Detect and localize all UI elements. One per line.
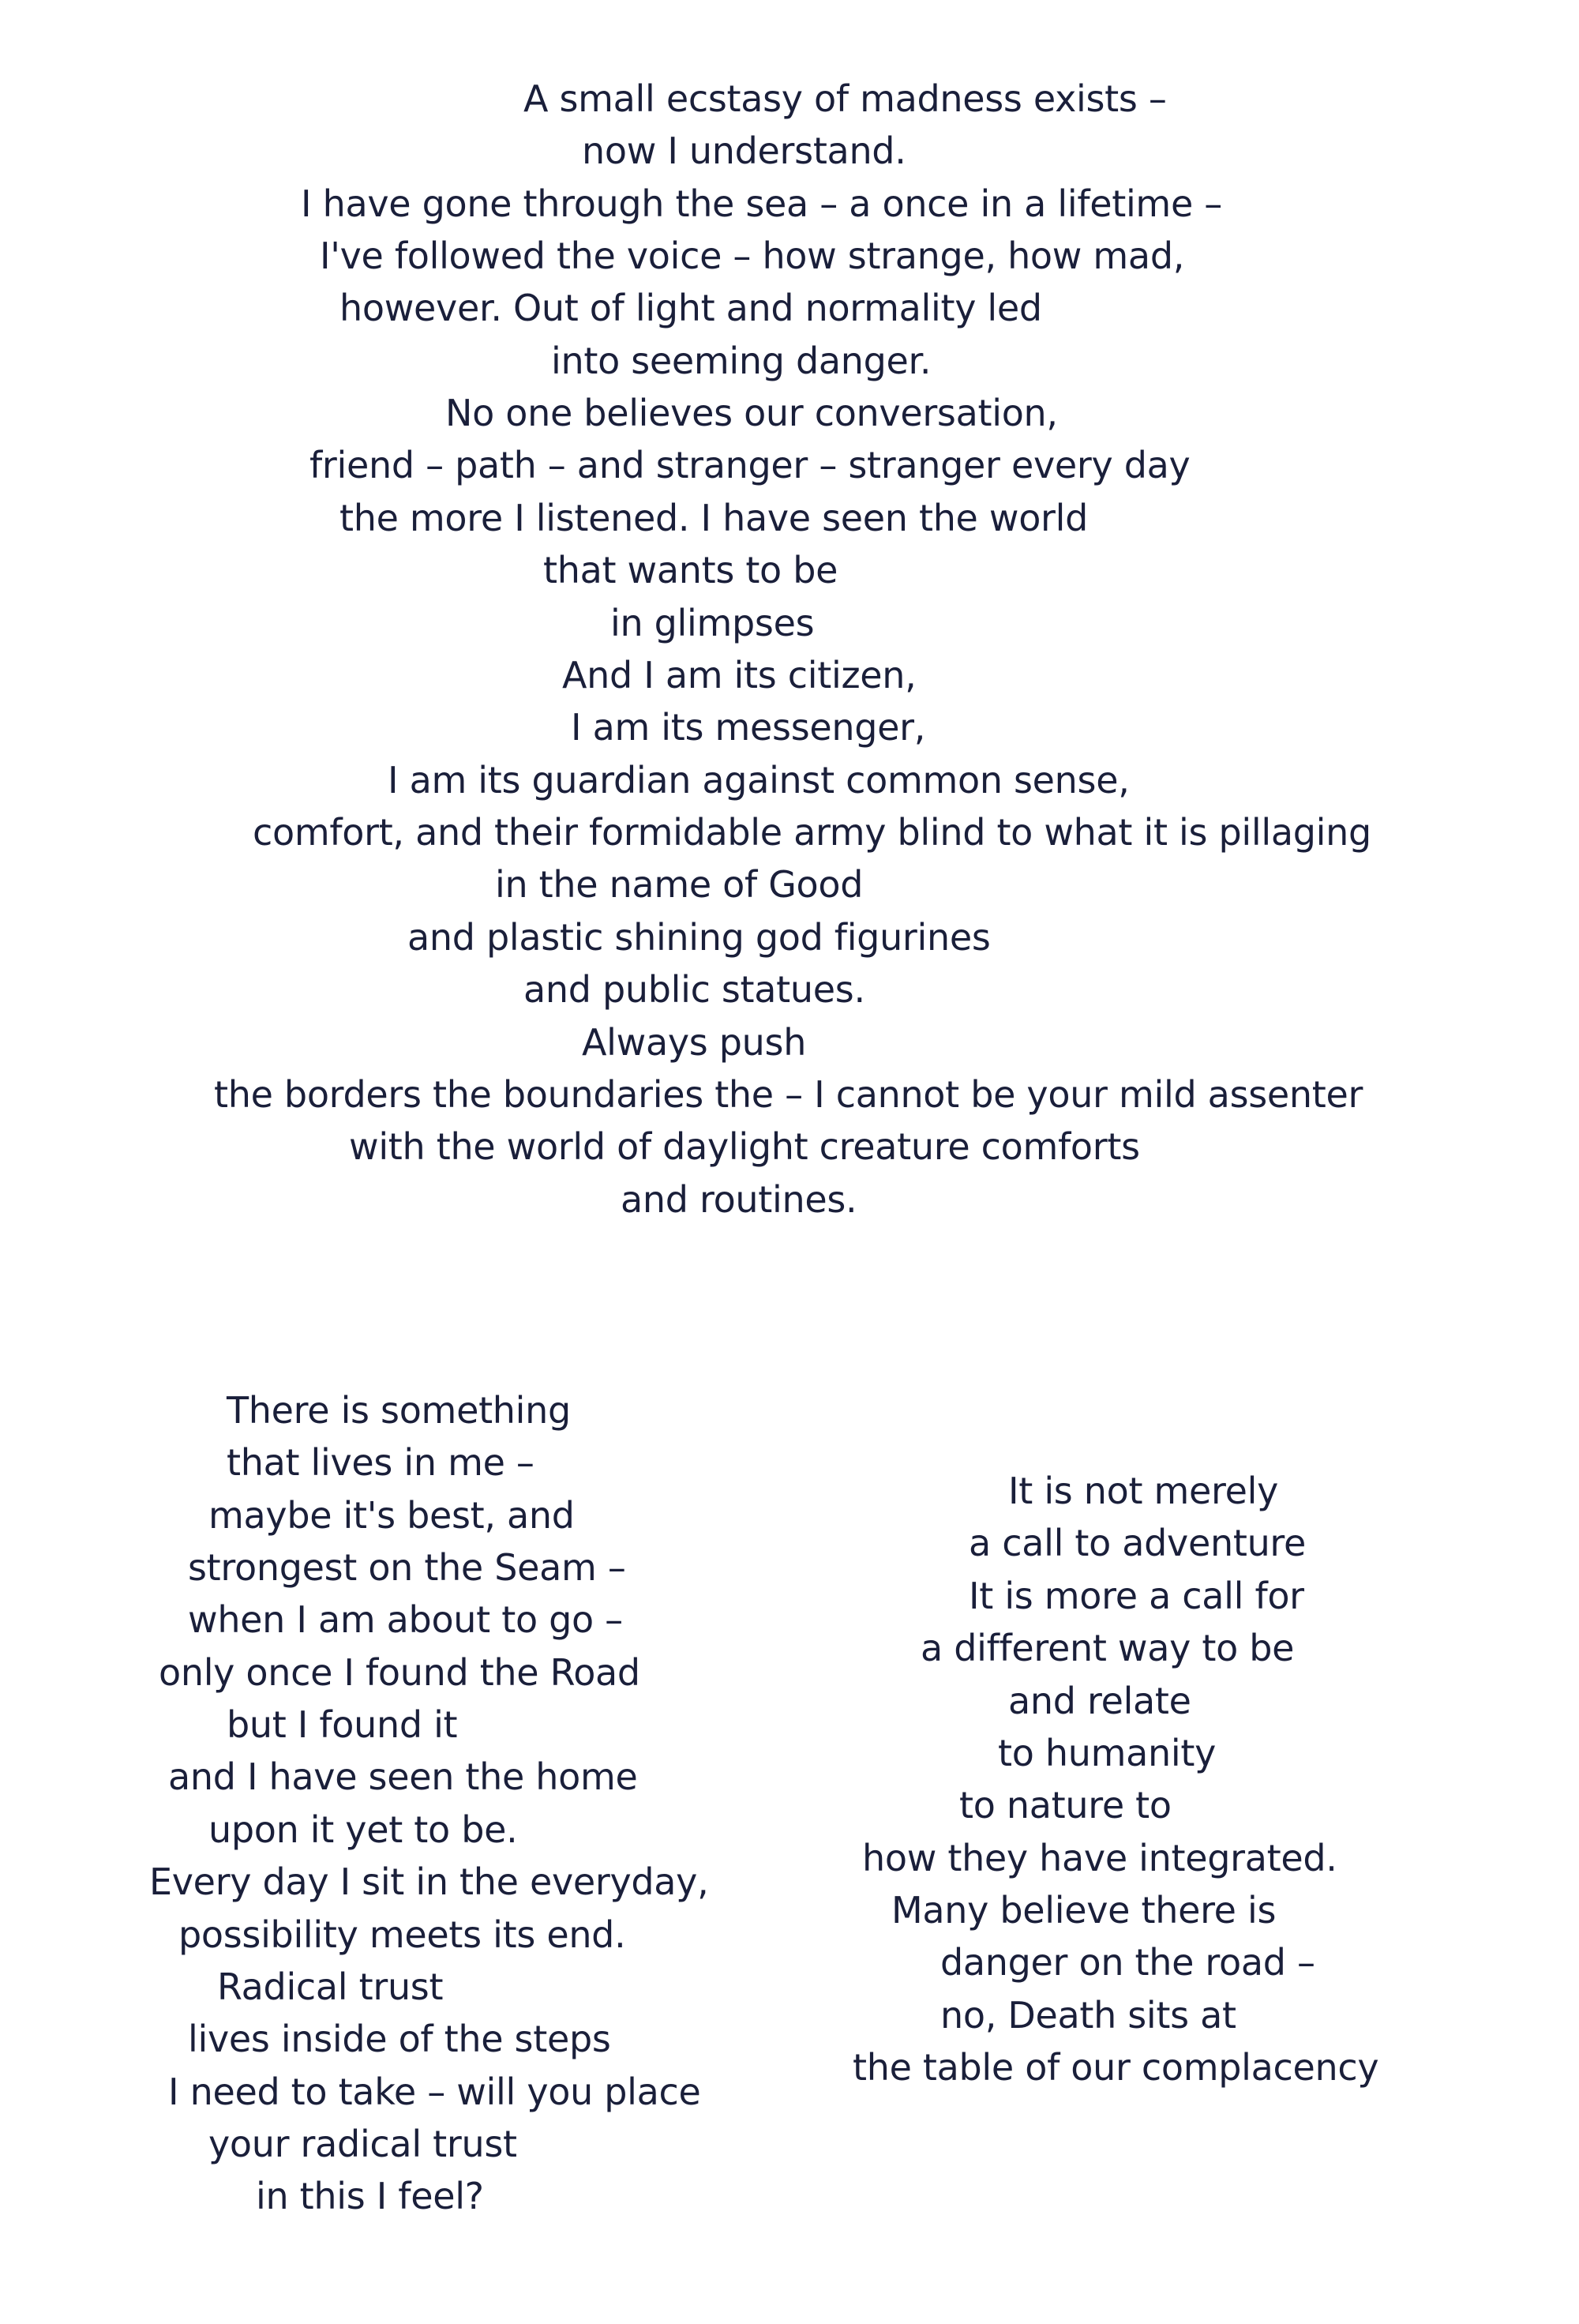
poem-line: I am its guardian against common sense, <box>388 759 1130 802</box>
poem-line: It is not merely <box>1008 1470 1279 1512</box>
poem-line: but I found it <box>227 1703 458 1746</box>
poem-line: into seeming danger. <box>551 340 932 382</box>
poem-line: the table of our complacency <box>853 2046 1379 2089</box>
poem-line: the more I listened. I have seen the world <box>339 497 1089 539</box>
poem-line: Always push <box>582 1021 807 1064</box>
poem-line: now I understand. <box>582 130 906 172</box>
poem-line: and public statues. <box>523 968 865 1011</box>
poem-line: how they have integrated. <box>862 1837 1337 1879</box>
poem-line: strongest on the Seam – <box>188 1546 626 1589</box>
poem-line: comfort, and their formidable army blind to what it is pillaging <box>253 811 1371 854</box>
poem-line: that lives in me – <box>227 1441 534 1484</box>
poem-line: Many believe there is <box>891 1889 1277 1932</box>
poem-line: your radical trust <box>208 2123 517 2165</box>
poem-line: and I have seen the home <box>168 1755 638 1798</box>
poem-line: in this I feel? <box>256 2175 484 2217</box>
poem-line: friend – path – and stranger – stranger every day <box>309 444 1191 486</box>
poem-line: and relate <box>1008 1680 1191 1722</box>
poem-line: however. Out of light and normality led <box>339 287 1042 329</box>
poem-line: to nature to <box>959 1784 1172 1827</box>
poem-line: I have gone through the sea – a once in a lifetime – <box>301 182 1222 225</box>
poem-line: with the world of daylight creature comforts <box>349 1125 1140 1168</box>
poem-line: possibility meets its end. <box>178 1913 626 1956</box>
poem-line: I've followed the voice – how strange, how mad, <box>320 235 1185 277</box>
poem-line: It is more a call for <box>969 1575 1304 1617</box>
poem-line: the borders the boundaries the – I cannot be your mild assenter <box>214 1073 1363 1116</box>
poem-line: Radical trust <box>217 1965 444 2008</box>
poem-line: And I am its citizen, <box>562 654 917 696</box>
poem-line: in glimpses <box>610 602 815 644</box>
poem-line: to humanity <box>998 1732 1217 1774</box>
poem-line: Every day I sit in the everyday, <box>149 1860 709 1903</box>
poem-line: upon it yet to be. <box>208 1808 518 1851</box>
poem-line: that wants to be <box>543 549 838 591</box>
poem-line: and routines. <box>621 1178 857 1221</box>
poem-line: There is something <box>227 1389 571 1432</box>
poem-line: A small ecstasy of madness exists – <box>523 77 1167 120</box>
poem-line: I am its messenger, <box>571 706 926 749</box>
poem-line: only once I found the Road <box>159 1651 640 1694</box>
poem-line: a different way to be <box>921 1627 1295 1669</box>
poem-line: in the name of Good <box>495 863 864 906</box>
poem-line: No one believes our conversation, <box>445 392 1058 434</box>
poem-line: when I am about to go – <box>188 1598 623 1641</box>
poem-line: lives inside of the steps <box>188 2018 611 2060</box>
poem-line: no, Death sits at <box>940 1994 1236 2037</box>
poem-line: a call to adventure <box>969 1522 1307 1564</box>
poem-line: danger on the road – <box>940 1941 1315 1984</box>
poem-line: and plastic shining god figurines <box>407 916 991 959</box>
poem-line: maybe it's best, and <box>208 1494 575 1537</box>
poem-line: I need to take – will you place <box>168 2071 701 2113</box>
